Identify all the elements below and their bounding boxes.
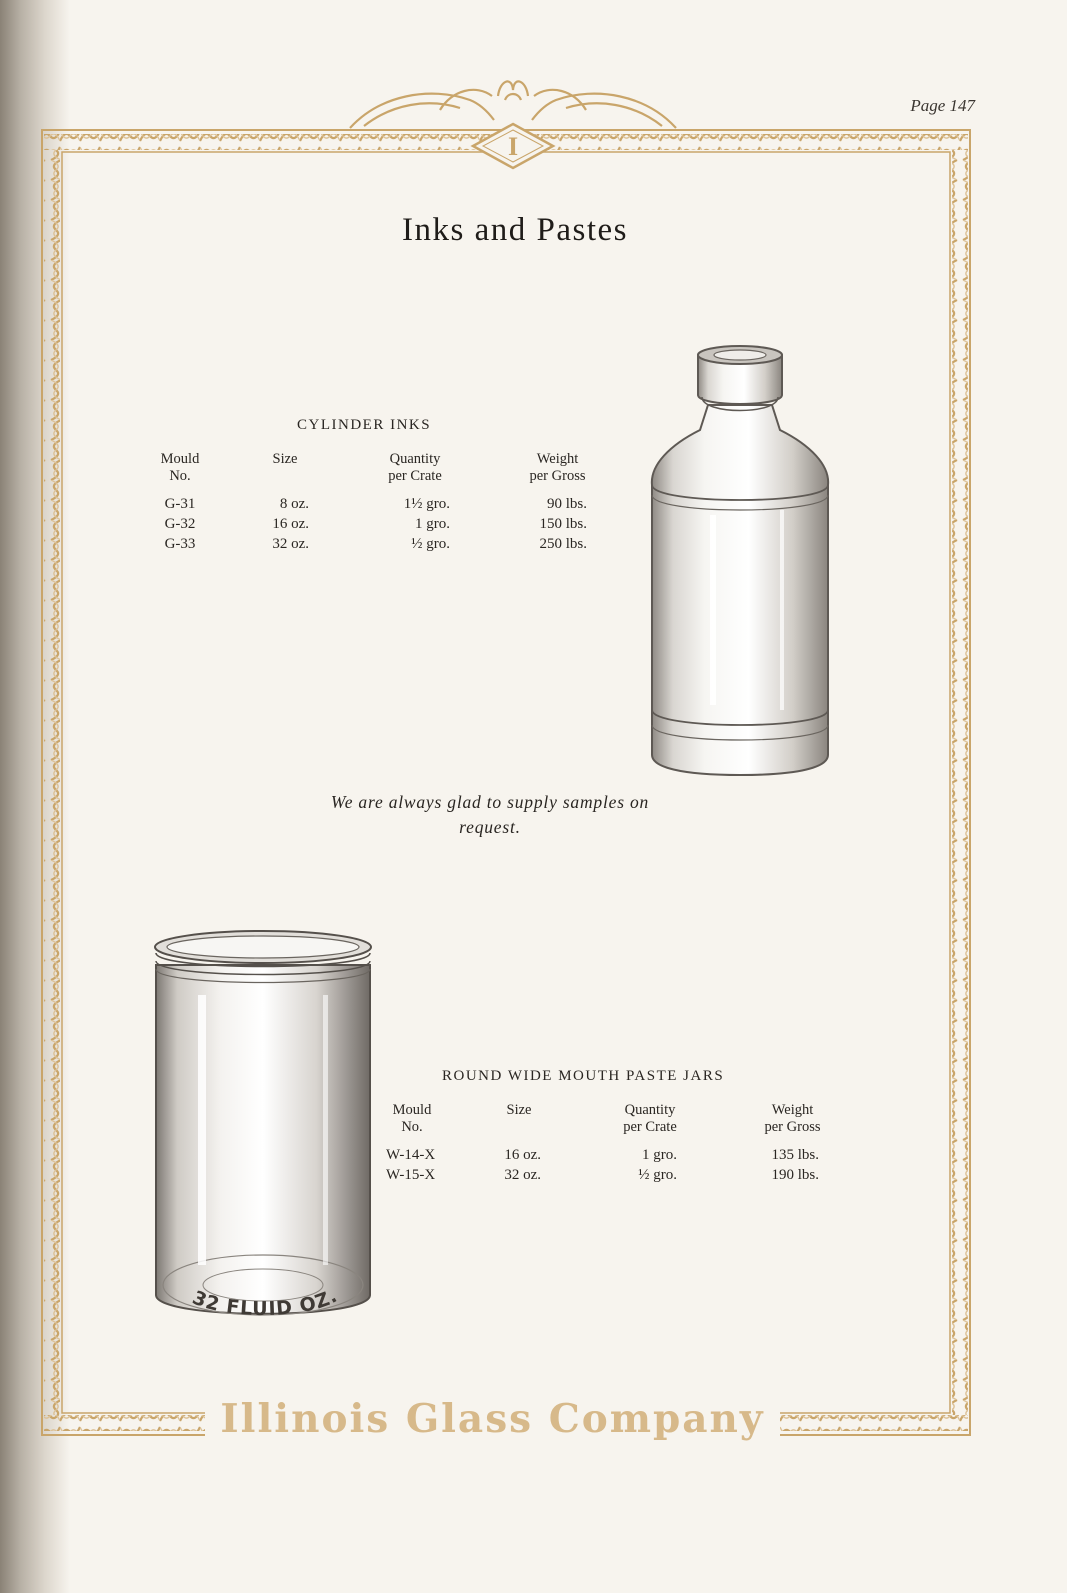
top-ornament [350, 81, 676, 128]
mould-no: W-15-X [386, 1167, 436, 1183]
quantity: 1 gro. [642, 1147, 677, 1163]
col-header-size: Size [272, 451, 298, 467]
size: 32 oz. [272, 536, 309, 552]
page-title: Inks and Pastes [402, 212, 628, 248]
paste-jars-heading: ROUND WIDE MOUTH PASTE JARS [442, 1068, 725, 1084]
samples-note: We are always glad to supply samples on request. [330, 792, 650, 837]
weight: 250 lbs. [539, 536, 587, 552]
size: 16 oz. [272, 516, 309, 532]
quantity: ½ gro. [638, 1167, 677, 1183]
size: 8 oz. [279, 496, 309, 512]
weight: 135 lbs. [771, 1147, 819, 1163]
mould-no: G-33 [164, 536, 196, 552]
col-header-weight: Weight per Gross [764, 1102, 821, 1135]
col-header-mould: Mould No. [392, 1102, 432, 1135]
emblem-letter: I [507, 132, 519, 161]
weight: 150 lbs. [539, 516, 587, 532]
col-header-weight: Weight per Gross [529, 451, 586, 484]
jar-embossing: 32 FLUID OZ. [189, 1284, 342, 1321]
col-header-quantity: Quantity per Crate [388, 451, 442, 484]
weight: 190 lbs. [771, 1167, 819, 1183]
footer-company-name: Illinois Glass Company [205, 1393, 780, 1445]
size: 32 oz. [504, 1167, 541, 1183]
cylinder-ink-bottle-image [630, 335, 845, 780]
col-header-mould: Mould No. [160, 451, 200, 484]
col-header-size: Size [506, 1102, 532, 1118]
cylinder-inks-heading: CYLINDER INKS [297, 417, 432, 433]
mould-no: G-32 [164, 516, 196, 532]
weight: 90 lbs. [546, 496, 587, 512]
mould-no: W-14-X [386, 1147, 436, 1163]
quantity: 1 gro. [415, 516, 450, 532]
paste-jar-image [148, 925, 378, 1335]
quantity: 1½ gro. [403, 496, 450, 512]
col-header-quantity: Quantity per Crate [623, 1102, 677, 1135]
quantity: ½ gro. [411, 536, 450, 552]
mould-no: G-31 [164, 496, 196, 512]
size: 16 oz. [504, 1147, 541, 1163]
page-number: Page 147 [910, 96, 975, 115]
